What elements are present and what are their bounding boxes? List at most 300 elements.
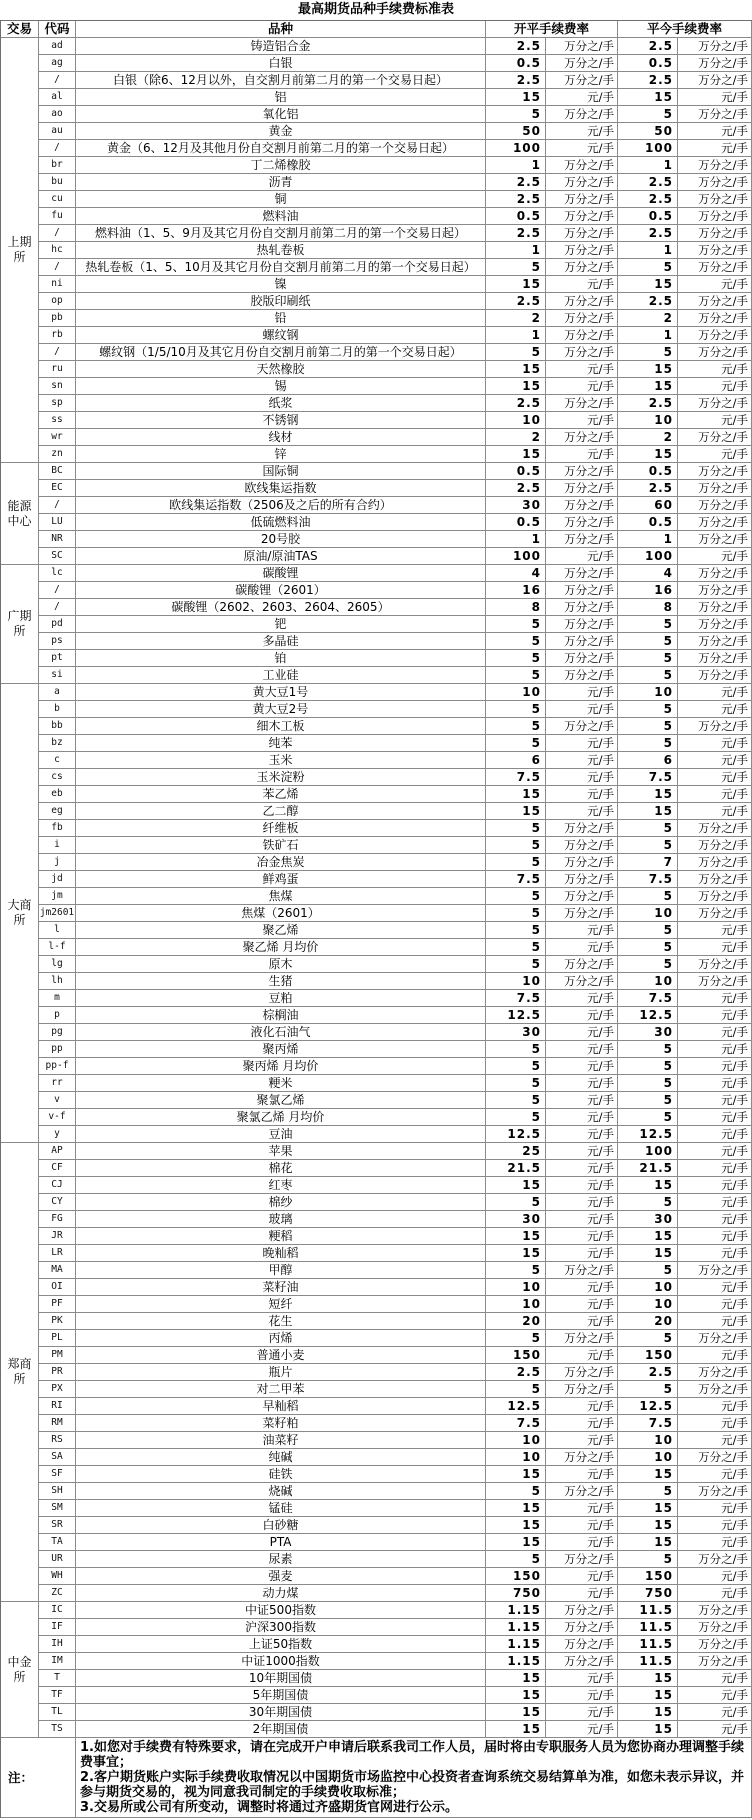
open-close-fee-unit: 万分之/手 xyxy=(546,1619,618,1636)
open-close-fee-value: 2.5 xyxy=(486,174,546,191)
product-code: pb xyxy=(39,310,76,327)
open-close-fee-value: 10 xyxy=(486,973,546,990)
close-today-fee-unit: 万分之/手 xyxy=(678,344,752,361)
open-close-fee-value: 10 xyxy=(486,412,546,429)
close-today-fee-value: 0.5 xyxy=(618,208,678,225)
close-today-fee-unit: 元/手 xyxy=(678,1024,752,1041)
close-today-fee-value: 15 xyxy=(618,378,678,395)
table-row xyxy=(39,667,752,684)
close-today-fee-value: 5 xyxy=(618,1058,678,1075)
product-code: AP xyxy=(39,1143,76,1160)
close-today-fee-unit: 元/手 xyxy=(678,1143,752,1160)
close-today-fee-unit: 元/手 xyxy=(678,1296,752,1313)
product-code: rb xyxy=(39,327,76,344)
open-close-fee-value: 5 xyxy=(486,650,546,667)
product-name: 瓶片 xyxy=(76,1364,486,1381)
close-today-fee-unit: 元/手 xyxy=(678,1126,752,1143)
close-today-fee-value: 15 xyxy=(618,361,678,378)
open-close-fee-value: 10 xyxy=(486,1449,546,1466)
open-close-fee-value: 5 xyxy=(486,1483,546,1500)
close-today-fee-value: 100 xyxy=(618,548,678,565)
product-code: RI xyxy=(39,1398,76,1415)
table-row xyxy=(39,1177,752,1194)
open-close-fee-value: 15 xyxy=(486,89,546,106)
open-close-fee-value: 15 xyxy=(486,786,546,803)
close-today-fee-unit: 元/手 xyxy=(678,1109,752,1126)
exchange-label: 中金所 xyxy=(1,1602,39,1738)
table-title: 最高期货品种手续费标准表 xyxy=(297,2,454,17)
product-name: 花生 xyxy=(76,1313,486,1330)
table-row xyxy=(39,650,752,667)
product-code: JR xyxy=(39,1228,76,1245)
table-row xyxy=(39,616,752,633)
open-close-fee-value: 5 xyxy=(486,1194,546,1211)
close-today-fee-value: 60 xyxy=(618,497,678,514)
close-today-fee-value: 2.5 xyxy=(618,225,678,242)
table-row xyxy=(39,1211,752,1228)
close-today-fee-unit: 万分之/手 xyxy=(678,225,752,242)
open-close-fee-unit: 元/手 xyxy=(546,1058,618,1075)
close-today-fee-value: 10 xyxy=(618,1296,678,1313)
product-name: 聚氯乙烯 xyxy=(76,1092,486,1109)
close-today-fee-value: 15 xyxy=(618,1500,678,1517)
table-row xyxy=(39,480,752,497)
product-code: PM xyxy=(39,1347,76,1364)
close-today-fee-unit: 元/手 xyxy=(678,990,752,1007)
table-row xyxy=(39,1585,752,1602)
open-close-fee-value: 5 xyxy=(486,956,546,973)
product-name: 油菜籽 xyxy=(76,1432,486,1449)
product-name: 螺纹钢（1/5/10月及其它月份自交割月前第二月的第一个交易日起） xyxy=(76,344,486,361)
open-close-fee-value: 15 xyxy=(486,1534,546,1551)
close-today-fee-value: 11.5 xyxy=(618,1636,678,1653)
close-today-fee-unit: 万分之/手 xyxy=(678,1330,752,1347)
open-close-fee-value: 25 xyxy=(486,1143,546,1160)
close-today-fee-value: 15 xyxy=(618,446,678,463)
open-close-fee-unit: 万分之/手 xyxy=(546,1262,618,1279)
open-close-fee-unit: 元/手 xyxy=(546,786,618,803)
open-close-fee-value: 8 xyxy=(486,599,546,616)
product-name: 甲醇 xyxy=(76,1262,486,1279)
open-close-fee-value: 6 xyxy=(486,752,546,769)
open-close-fee-unit: 元/手 xyxy=(546,1687,618,1704)
close-today-fee-value: 2.5 xyxy=(618,72,678,89)
open-close-fee-value: 5 xyxy=(486,259,546,276)
product-code: EC xyxy=(39,480,76,497)
close-today-fee-value: 12.5 xyxy=(618,1007,678,1024)
product-name: 碳酸锂（2602、2603、2604、2605） xyxy=(76,599,486,616)
close-today-fee-value: 1 xyxy=(618,531,678,548)
product-name: 强麦 xyxy=(76,1568,486,1585)
open-close-fee-value: 15 xyxy=(486,1245,546,1262)
open-close-fee-value: 5 xyxy=(486,1041,546,1058)
product-code: i xyxy=(39,837,76,854)
close-today-fee-value: 4 xyxy=(618,565,678,582)
open-close-fee-value: 12.5 xyxy=(486,1007,546,1024)
close-today-fee-unit: 元/手 xyxy=(678,1568,752,1585)
product-code: rr xyxy=(39,1075,76,1092)
open-close-fee-unit: 元/手 xyxy=(546,361,618,378)
product-code: SR xyxy=(39,1517,76,1534)
open-close-fee-unit: 元/手 xyxy=(546,1177,618,1194)
header-product: 品种 xyxy=(76,21,486,38)
open-close-fee-value: 5 xyxy=(486,1109,546,1126)
table-row xyxy=(39,854,752,871)
open-close-fee-unit: 元/手 xyxy=(546,1534,618,1551)
close-today-fee-value: 5 xyxy=(618,922,678,939)
table-row xyxy=(39,1075,752,1092)
product-code: lc xyxy=(39,565,76,582)
product-name: 豆油 xyxy=(76,1126,486,1143)
table-row xyxy=(39,225,752,242)
open-close-fee-value: 5 xyxy=(486,1381,546,1398)
product-code: a xyxy=(39,684,76,701)
product-code: ru xyxy=(39,361,76,378)
open-close-fee-unit: 万分之/手 xyxy=(546,565,618,582)
close-today-fee-value: 15 xyxy=(618,1534,678,1551)
notes-text xyxy=(76,1738,752,1818)
close-today-fee-value: 0.5 xyxy=(618,55,678,72)
product-name: 聚乙烯 月均价 xyxy=(76,939,486,956)
table-row xyxy=(39,1364,752,1381)
open-close-fee-value: 15 xyxy=(486,1228,546,1245)
open-close-fee-unit: 元/手 xyxy=(546,990,618,1007)
close-today-fee-value: 30 xyxy=(618,1024,678,1041)
open-close-fee-unit: 万分之/手 xyxy=(546,973,618,990)
product-code: bb xyxy=(39,718,76,735)
close-today-fee-unit: 元/手 xyxy=(678,1670,752,1687)
close-today-fee-value: 15 xyxy=(618,786,678,803)
close-today-fee-unit: 元/手 xyxy=(678,1194,752,1211)
product-name: 纤维板 xyxy=(76,820,486,837)
open-close-fee-unit: 万分之/手 xyxy=(546,191,618,208)
open-close-fee-value: 2.5 xyxy=(486,395,546,412)
open-close-fee-value: 2.5 xyxy=(486,480,546,497)
close-today-fee-unit: 元/手 xyxy=(678,1398,752,1415)
open-close-fee-value: 5 xyxy=(486,616,546,633)
open-close-fee-value: 5 xyxy=(486,922,546,939)
table-row xyxy=(39,1670,752,1687)
open-close-fee-value: 15 xyxy=(486,446,546,463)
product-code: sp xyxy=(39,395,76,412)
product-code: PL xyxy=(39,1330,76,1347)
close-today-fee-unit: 万分之/手 xyxy=(678,667,752,684)
close-today-fee-value: 7.5 xyxy=(618,871,678,888)
close-today-fee-unit: 元/手 xyxy=(678,1466,752,1483)
table-row xyxy=(39,956,752,973)
product-code: TS xyxy=(39,1721,76,1738)
open-close-fee-unit: 万分之/手 xyxy=(546,1636,618,1653)
table-row xyxy=(39,531,752,548)
table-row xyxy=(39,871,752,888)
product-code: CY xyxy=(39,1194,76,1211)
close-today-fee-unit: 万分之/手 xyxy=(678,1653,752,1670)
open-close-fee-unit: 元/手 xyxy=(546,1143,618,1160)
product-name: 玉米淀粉 xyxy=(76,769,486,786)
close-today-fee-unit: 元/手 xyxy=(678,1245,752,1262)
close-today-fee-value: 2 xyxy=(618,310,678,327)
open-close-fee-unit: 万分之/手 xyxy=(546,667,618,684)
open-close-fee-value: 7.5 xyxy=(486,1415,546,1432)
close-today-fee-value: 10 xyxy=(618,684,678,701)
close-today-fee-value: 50 xyxy=(618,123,678,140)
table-row xyxy=(39,497,752,514)
open-close-fee-value: 2 xyxy=(486,429,546,446)
open-close-fee-value: 5 xyxy=(486,344,546,361)
close-today-fee-unit: 万分之/手 xyxy=(678,1381,752,1398)
open-close-fee-unit: 元/手 xyxy=(546,123,618,140)
product-name: 低硫燃料油 xyxy=(76,514,486,531)
close-today-fee-unit: 元/手 xyxy=(678,1279,752,1296)
close-today-fee-value: 10 xyxy=(618,412,678,429)
table-row xyxy=(39,1551,752,1568)
close-today-fee-value: 15 xyxy=(618,803,678,820)
open-close-fee-value: 5 xyxy=(486,939,546,956)
product-name: 天然橡胶 xyxy=(76,361,486,378)
product-name: 多晶硅 xyxy=(76,633,486,650)
table-row xyxy=(39,1500,752,1517)
product-code: v xyxy=(39,1092,76,1109)
open-close-fee-unit: 元/手 xyxy=(546,548,618,565)
product-code: jm xyxy=(39,888,76,905)
product-code: IH xyxy=(39,1636,76,1653)
product-name: 热轧卷板 xyxy=(76,242,486,259)
close-today-fee-unit: 元/手 xyxy=(678,1007,752,1024)
product-code: TL xyxy=(39,1704,76,1721)
close-today-fee-value: 15 xyxy=(618,1670,678,1687)
open-close-fee-value: 30 xyxy=(486,1211,546,1228)
exchange-label: 能源中心 xyxy=(1,463,39,565)
note-item: 3.交易所或公司有所变动，调整时将通过齐盛期货官网进行公示。 xyxy=(80,1800,458,1815)
table-row xyxy=(39,1160,752,1177)
table-row xyxy=(39,55,752,72)
exchange-label: 郑商所 xyxy=(1,1143,39,1602)
close-today-fee-unit: 元/手 xyxy=(678,1534,752,1551)
table-row xyxy=(39,1398,752,1415)
open-close-fee-value: 7.5 xyxy=(486,769,546,786)
open-close-fee-unit: 万分之/手 xyxy=(546,1381,618,1398)
product-code: WH xyxy=(39,1568,76,1585)
product-code: l-f xyxy=(39,939,76,956)
table-row xyxy=(39,378,752,395)
product-name: 纯苯 xyxy=(76,735,486,752)
table-row xyxy=(39,1058,752,1075)
table-row xyxy=(39,633,752,650)
close-today-fee-value: 15 xyxy=(618,1517,678,1534)
close-today-fee-unit: 元/手 xyxy=(678,123,752,140)
product-name: 聚丙烯 xyxy=(76,1041,486,1058)
close-today-fee-unit: 万分之/手 xyxy=(678,327,752,344)
table-row xyxy=(39,412,752,429)
close-today-fee-value: 5 xyxy=(618,1041,678,1058)
open-close-fee-value: 1.15 xyxy=(486,1602,546,1619)
open-close-fee-unit: 元/手 xyxy=(546,276,618,293)
product-code: T xyxy=(39,1670,76,1687)
exchange-label: 上期所 xyxy=(1,38,39,463)
product-code: br xyxy=(39,157,76,174)
open-close-fee-unit: 元/手 xyxy=(546,1160,618,1177)
close-today-fee-unit: 元/手 xyxy=(678,1058,752,1075)
table-row xyxy=(39,344,752,361)
close-today-fee-value: 11.5 xyxy=(618,1602,678,1619)
open-close-fee-unit: 万分之/手 xyxy=(546,871,618,888)
open-close-fee-unit: 万分之/手 xyxy=(546,429,618,446)
table-row xyxy=(39,242,752,259)
close-today-fee-value: 5 xyxy=(618,616,678,633)
open-close-fee-value: 100 xyxy=(486,140,546,157)
product-code: jm2601 xyxy=(39,905,76,922)
product-code: au xyxy=(39,123,76,140)
table-row xyxy=(39,361,752,378)
product-code: zn xyxy=(39,446,76,463)
open-close-fee-unit: 万分之/手 xyxy=(546,72,618,89)
table-row xyxy=(39,38,752,55)
product-code: v-f xyxy=(39,1109,76,1126)
product-name: 晚籼稻 xyxy=(76,1245,486,1262)
table-row xyxy=(39,1007,752,1024)
close-today-fee-value: 5 xyxy=(618,735,678,752)
close-today-fee-value: 11.5 xyxy=(618,1653,678,1670)
open-close-fee-unit: 元/手 xyxy=(546,1041,618,1058)
open-close-fee-unit: 元/手 xyxy=(546,378,618,395)
close-today-fee-unit: 元/手 xyxy=(678,446,752,463)
open-close-fee-value: 2.5 xyxy=(486,191,546,208)
close-today-fee-value: 5 xyxy=(618,344,678,361)
open-close-fee-unit: 万分之/手 xyxy=(546,38,618,55)
close-today-fee-unit: 元/手 xyxy=(678,1160,752,1177)
close-today-fee-unit: 元/手 xyxy=(678,378,752,395)
close-today-fee-value: 150 xyxy=(618,1347,678,1364)
product-name: 铸造铝合金 xyxy=(76,38,486,55)
open-close-fee-value: 4 xyxy=(486,565,546,582)
close-today-fee-value: 10 xyxy=(618,973,678,990)
open-close-fee-value: 10 xyxy=(486,1296,546,1313)
table-row xyxy=(39,752,752,769)
table-row xyxy=(39,1330,752,1347)
close-today-fee-value: 1 xyxy=(618,157,678,174)
open-close-fee-unit: 万分之/手 xyxy=(546,820,618,837)
product-code: SF xyxy=(39,1466,76,1483)
table-row xyxy=(39,1228,752,1245)
product-name: PTA xyxy=(76,1534,486,1551)
close-today-fee-value: 5 xyxy=(618,667,678,684)
open-close-fee-value: 5 xyxy=(486,905,546,922)
open-close-fee-value: 750 xyxy=(486,1585,546,1602)
close-today-fee-unit: 元/手 xyxy=(678,1041,752,1058)
close-today-fee-unit: 万分之/手 xyxy=(678,242,752,259)
table-row xyxy=(39,1517,752,1534)
open-close-fee-unit: 万分之/手 xyxy=(546,888,618,905)
product-name: 细木工板 xyxy=(76,718,486,735)
product-code: / xyxy=(39,225,76,242)
product-name: 20号胶 xyxy=(76,531,486,548)
product-code: p xyxy=(39,1007,76,1024)
open-close-fee-unit: 元/手 xyxy=(546,1024,618,1041)
open-close-fee-unit: 万分之/手 xyxy=(546,157,618,174)
product-name: 鲜鸡蛋 xyxy=(76,871,486,888)
close-today-fee-unit: 万分之/手 xyxy=(678,973,752,990)
open-close-fee-value: 5 xyxy=(486,1075,546,1092)
close-today-fee-unit: 万分之/手 xyxy=(678,1636,752,1653)
product-code: lh xyxy=(39,973,76,990)
open-close-fee-value: 15 xyxy=(486,1721,546,1738)
open-close-fee-unit: 元/手 xyxy=(546,1228,618,1245)
open-close-fee-unit: 元/手 xyxy=(546,1568,618,1585)
product-code: / xyxy=(39,344,76,361)
product-code: pp-f xyxy=(39,1058,76,1075)
open-close-fee-value: 5 xyxy=(486,1092,546,1109)
close-today-fee-value: 2.5 xyxy=(618,293,678,310)
open-close-fee-unit: 万分之/手 xyxy=(546,616,618,633)
close-today-fee-unit: 元/手 xyxy=(678,1500,752,1517)
table-row xyxy=(39,1262,752,1279)
product-code: IC xyxy=(39,1602,76,1619)
product-name: 胶版印刷纸 xyxy=(76,293,486,310)
exchange-rows xyxy=(39,38,752,463)
open-close-fee-value: 0.5 xyxy=(486,514,546,531)
close-today-fee-unit: 万分之/手 xyxy=(678,616,752,633)
open-close-fee-unit: 元/手 xyxy=(546,1007,618,1024)
product-code: hc xyxy=(39,242,76,259)
open-close-fee-unit: 万分之/手 xyxy=(546,956,618,973)
open-close-fee-unit: 万分之/手 xyxy=(546,599,618,616)
open-close-fee-value: 5 xyxy=(486,854,546,871)
close-today-fee-value: 8 xyxy=(618,599,678,616)
table-row xyxy=(39,735,752,752)
open-close-fee-unit: 万分之/手 xyxy=(546,225,618,242)
table-row xyxy=(39,1143,752,1160)
close-today-fee-unit: 万分之/手 xyxy=(678,837,752,854)
close-today-fee-unit: 万分之/手 xyxy=(678,718,752,735)
product-name: 30年期国债 xyxy=(76,1704,486,1721)
close-today-fee-unit: 万分之/手 xyxy=(678,514,752,531)
open-close-fee-unit: 元/手 xyxy=(546,1092,618,1109)
product-name: 白银 xyxy=(76,55,486,72)
open-close-fee-unit: 元/手 xyxy=(546,1075,618,1092)
product-name: 中证500指数 xyxy=(76,1602,486,1619)
open-close-fee-unit: 万分之/手 xyxy=(546,837,618,854)
product-code: TA xyxy=(39,1534,76,1551)
fee-table xyxy=(0,20,752,1818)
table-row xyxy=(39,446,752,463)
close-today-fee-unit: 元/手 xyxy=(678,803,752,820)
close-today-fee-unit: 元/手 xyxy=(678,1092,752,1109)
open-close-fee-unit: 万分之/手 xyxy=(546,344,618,361)
close-today-fee-value: 5 xyxy=(618,1551,678,1568)
open-close-fee-value: 15 xyxy=(486,378,546,395)
product-code: jd xyxy=(39,871,76,888)
close-today-fee-unit: 万分之/手 xyxy=(678,208,752,225)
close-today-fee-unit: 万分之/手 xyxy=(678,106,752,123)
product-code: c xyxy=(39,752,76,769)
table-row xyxy=(39,1347,752,1364)
close-today-fee-unit: 万分之/手 xyxy=(678,633,752,650)
product-code: ad xyxy=(39,38,76,55)
header-code: 代码 xyxy=(39,21,76,38)
product-code: IF xyxy=(39,1619,76,1636)
exchange-label: 广期所 xyxy=(1,565,39,684)
close-today-fee-value: 2.5 xyxy=(618,191,678,208)
product-name: 丙烯 xyxy=(76,1330,486,1347)
open-close-fee-value: 2.5 xyxy=(486,1364,546,1381)
product-code: BC xyxy=(39,463,76,480)
close-today-fee-value: 5 xyxy=(618,259,678,276)
product-code: fu xyxy=(39,208,76,225)
close-today-fee-unit: 万分之/手 xyxy=(678,1364,752,1381)
close-today-fee-value: 12.5 xyxy=(618,1398,678,1415)
close-today-fee-value: 1 xyxy=(618,327,678,344)
product-name: 尿素 xyxy=(76,1551,486,1568)
